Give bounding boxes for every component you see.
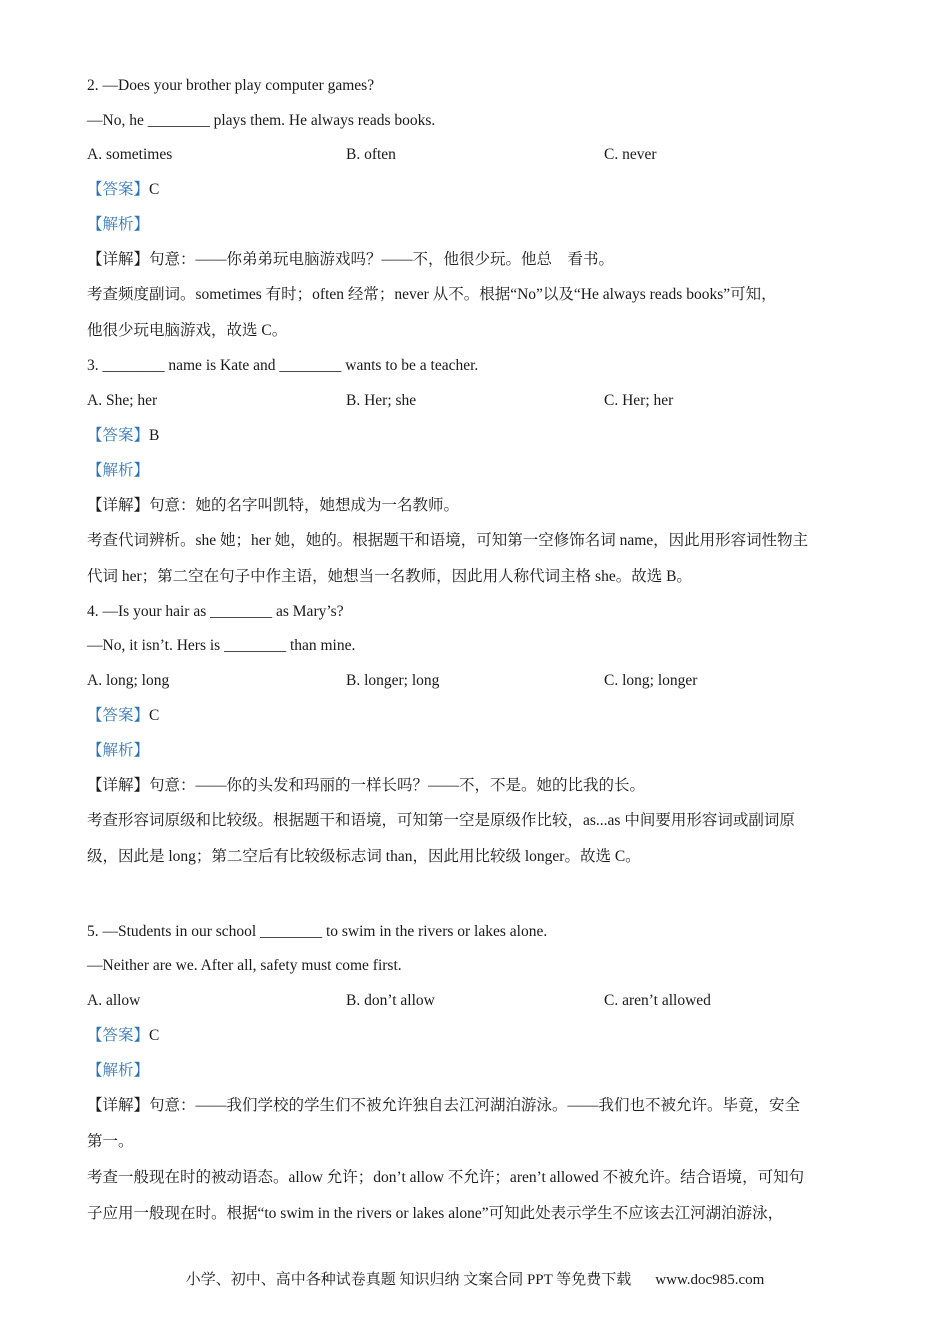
q5-detail-line-1 [87, 1096, 800, 1116]
q5-detail-line-4: 子应用一般现在时。根据“to swim in the rivers or lakes alone”可知此处表示学生不应该去江河湖泊游泳， [87, 1205, 784, 1222]
q2-detail-line-1 [87, 250, 614, 270]
q4-stem-reply: —No, it isn’t. Hers is ________ than mine. [87, 637, 356, 654]
q4-option-a: A. long; long [87, 672, 170, 689]
q2-option-b: B. often [346, 146, 396, 163]
q4-answer [87, 706, 159, 726]
q2-option-c: C. never [604, 146, 657, 163]
q3-detail-line-1 [87, 496, 459, 516]
q3-answer [87, 426, 159, 446]
detail-tag: 【详解】 [87, 497, 150, 514]
answer-value: B [149, 427, 160, 444]
analysis-tag: 【解析】 [87, 1062, 150, 1079]
answer-tag: 【答案】 [87, 707, 150, 724]
q4-analysis [87, 741, 149, 761]
q4-option-b: B. longer; long [346, 672, 440, 689]
q3-option-b: B. Her; she [346, 392, 417, 409]
q4-detail-line-3: 级，因此是 long；第二空后有比较级标志词 than，因此用比较级 longer。故选 C。 [87, 848, 641, 865]
answer-value: C [149, 1027, 160, 1044]
detail-tag: 【详解】 [87, 1097, 150, 1114]
q3-option-c: C. Her; her [604, 392, 674, 409]
q4-detail-line-1 [87, 776, 645, 796]
q3-analysis [87, 461, 149, 481]
q2-stem: 2. —Does your brother play computer games? [87, 77, 375, 94]
detail-text: 句意：——你弟弟玩电脑游戏吗？——不，他很少玩。他总 看书。 [149, 251, 615, 268]
detail-text: 句意：——你的头发和玛丽的一样长吗？——不，不是。她的比我的长。 [149, 777, 646, 794]
q5-option-b: B. don’t allow [346, 992, 435, 1009]
q2-stem-reply: —No, he ________ plays them. He always reads books. [87, 112, 436, 129]
detail-text: 句意：她的名字叫凯特，她想成为一名教师。 [149, 497, 460, 514]
analysis-tag: 【解析】 [87, 216, 150, 233]
q4-detail-line-2: 考查形容词原级和比较级。根据题干和语境，可知第一空是原级作比较，as...as 中间要用形容词或副词原 [87, 812, 795, 829]
answer-value: C [149, 181, 160, 198]
detail-tag: 【详解】 [87, 777, 150, 794]
q2-option-a: A. sometimes [87, 146, 173, 163]
q5-stem: 5. —Students in our school ________ to swim in the rivers or lakes alone. [87, 923, 548, 940]
footer-text: 小学、初中、高中各种试卷真题 知识归纳 文案合同 PPT 等免费下载 [185, 1272, 632, 1288]
q3-detail-line-2: 考查代词辨析。she 她；her 她，她的。根据题干和语境，可知第一空修饰名词 name，因此用形容词性物主 [87, 532, 809, 549]
q5-answer [87, 1026, 159, 1046]
q2-detail-line-3: 他很少玩电脑游戏，故选 C。 [87, 322, 288, 339]
analysis-tag: 【解析】 [87, 742, 150, 759]
q5-detail-line-3: 考查一般现在时的被动语态。allow 允许；don’t allow 不允许；aren’t allowed 不被允许。结合语境，可知句 [87, 1169, 805, 1186]
q2-analysis [87, 215, 149, 235]
q3-stem: 3. ________ name is Kate and ________ wants to be a teacher. [87, 357, 479, 374]
answer-tag: 【答案】 [87, 181, 150, 198]
q3-detail-line-3: 代词 her；第二空在句子中作主语，她想当一名教师，因此用人称代词主格 she。故选 B。 [87, 568, 692, 585]
q2-detail-line-2: 考查频度副词。sometimes 有时；often 经常；never 从不。根据“No”以及“He always reads books”可知， [87, 286, 777, 303]
answer-tag: 【答案】 [87, 1027, 150, 1044]
q3-option-a: A. She; her [87, 392, 158, 409]
detail-tag: 【详解】 [87, 251, 150, 268]
page-footer [0, 1268, 950, 1289]
answer-value: C [149, 707, 160, 724]
footer-url[interactable]: www.doc985.com [655, 1272, 765, 1288]
q4-option-c: C. long; longer [604, 672, 698, 689]
q5-analysis [87, 1061, 149, 1081]
detail-text: 句意：——我们学校的学生们不被允许独自去江河湖泊游泳。——我们也不被允许。毕竟，安全 [149, 1097, 801, 1114]
q2-answer [87, 180, 159, 200]
answer-tag: 【答案】 [87, 427, 150, 444]
q5-stem-reply: —Neither are we. After all, safety must come first. [87, 957, 402, 974]
q5-option-a: A. allow [87, 992, 141, 1009]
q4-stem: 4. —Is your hair as ________ as Mary’s? [87, 603, 344, 620]
analysis-tag: 【解析】 [87, 462, 150, 479]
q5-option-c: C. aren’t allowed [604, 992, 711, 1009]
q5-detail-line-2: 第一。 [87, 1133, 134, 1150]
